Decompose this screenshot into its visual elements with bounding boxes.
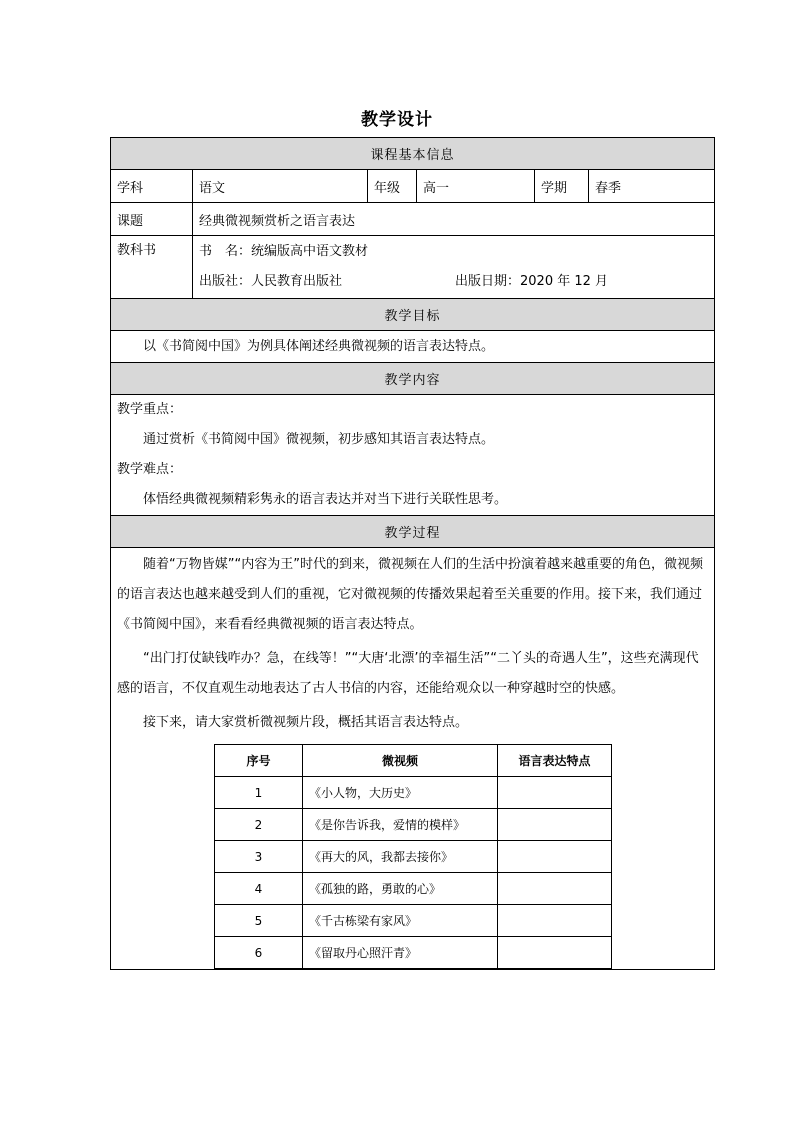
- textbook-label: 教科书: [111, 236, 193, 299]
- textbook-info: [193, 236, 715, 299]
- grade-value: 高一: [417, 170, 535, 203]
- row-video: 《留取丹心照汗青》: [303, 937, 498, 969]
- row-feature: [498, 809, 612, 841]
- table-row: [215, 905, 612, 937]
- section-process: 教学过程: [111, 516, 715, 548]
- table-row: [215, 873, 612, 905]
- document-title: 教学设计: [361, 110, 433, 130]
- row-video: 《孤独的路，勇敢的心》: [303, 873, 498, 905]
- goal-cell: [111, 331, 715, 363]
- table-row: [215, 777, 612, 809]
- publish-date: 出版日期：2020 年 12 月: [455, 274, 609, 289]
- row-no: 1: [215, 777, 303, 809]
- row-no: 5: [215, 905, 303, 937]
- process-cell: [111, 548, 715, 970]
- key-point-text: 通过赏析《书简阅中国》微视频，初步感知其语言表达特点。: [143, 432, 495, 447]
- section-goal: 教学目标: [111, 299, 715, 331]
- video-table-header: [215, 745, 612, 777]
- section-basic-info: 课程基本信息: [111, 138, 715, 170]
- topic-label: 课题: [111, 203, 193, 236]
- row-video: 《千古栋梁有家风》: [303, 905, 498, 937]
- topic-value: 经典微视频赏析之语言表达: [193, 203, 715, 236]
- row-video: 《是你告诉我，爱情的模样》: [303, 809, 498, 841]
- row-feature: [498, 937, 612, 969]
- row-no: 3: [215, 841, 303, 873]
- table-row: [215, 809, 612, 841]
- header-no: 序号: [215, 745, 303, 777]
- table-row: [215, 937, 612, 969]
- row-feature: [498, 905, 612, 937]
- row-no: 4: [215, 873, 303, 905]
- section-content: 教学内容: [111, 363, 715, 395]
- row-feature: [498, 841, 612, 873]
- difficult-point-text: 体悟经典微视频精彩隽永的语言表达并对当下进行关联性思考。: [143, 492, 508, 507]
- header-feature: 语言表达特点: [498, 745, 612, 777]
- subject-value: 语文: [193, 170, 368, 203]
- header-video: 微视频: [303, 745, 498, 777]
- grade-label: 年级: [368, 170, 417, 203]
- subject-label: 学科: [111, 170, 193, 203]
- process-paragraph-2: “出门打仗缺钱咋办？急，在线等！”“大唐‘北漂’的幸福生活”“二丫头的奇遇人生”，这些充满现代感的语言，不仅直观生动地表达了古人书信的内容，还能给观众以一种穿越时空的快感。: [117, 651, 699, 696]
- goal-text: 以《书简阅中国》为例具体阐述经典微视频的语言表达特点。: [143, 338, 495, 354]
- content-cell: [111, 395, 715, 516]
- publisher: 出版社：人民教育出版社: [199, 274, 343, 289]
- row-video: 《再大的风，我都去接你》: [303, 841, 498, 873]
- process-paragraph-1: 随着“万物皆媒”“内容为王”时代的到来，微视频在人们的生活中扮演着越来越重要的角色，微视频的语言表达也越来越受到人们的重视，它对微视频的传播效果起着至关重要的作用。接下来，我们通过《书简阅中国》，来看看经典微视频的语言表达特点。: [117, 557, 703, 632]
- lesson-plan-table: [110, 137, 715, 970]
- key-point-label: 教学重点：: [117, 402, 183, 417]
- row-no: 2: [215, 809, 303, 841]
- book-name: 书 名：统编版高中语文教材: [199, 244, 369, 259]
- row-video: 《小人物，大历史》: [303, 777, 498, 809]
- term-label: 学期: [535, 170, 589, 203]
- publisher-line: [199, 267, 708, 297]
- process-paragraph-3: 接下来，请大家赏析微视频片段，概括其语言表达特点。: [143, 715, 469, 730]
- row-feature: [498, 873, 612, 905]
- term-value: 春季: [589, 170, 715, 203]
- row-feature: [498, 777, 612, 809]
- difficult-point-label: 教学难点：: [117, 462, 183, 477]
- row-no: 6: [215, 937, 303, 969]
- video-table: [214, 744, 612, 969]
- table-row: [215, 841, 612, 873]
